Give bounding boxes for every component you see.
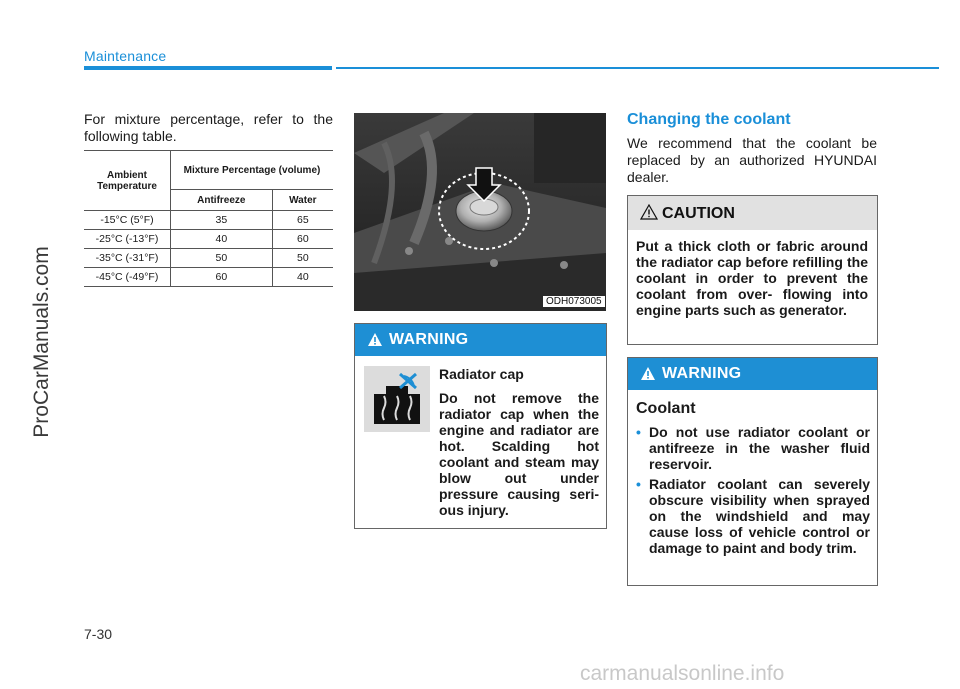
table-header-water: Water: [272, 190, 333, 211]
table-cell: 50: [171, 249, 273, 268]
table-row: [84, 249, 333, 268]
warning-triangle-icon: [367, 332, 383, 347]
table-cell: -35°C (-31°F): [84, 249, 171, 268]
table-row: [84, 230, 333, 249]
table-cell: -45°C (-49°F): [84, 268, 171, 287]
changing-coolant-text: We recommend that the coolant be replaced by an authorized HYUNDAI dealer.: [627, 135, 877, 185]
warning-body: Do not remove the radiator cap when the engine and radiator are hot. Scalding hot coolant and steam may blow out under pressure causing seri- ous injury.: [439, 390, 599, 518]
table-cell: 50: [272, 249, 333, 268]
radiator-cap-photo: [354, 113, 606, 311]
table-cell: 60: [272, 230, 333, 249]
warning-triangle-icon: [640, 366, 656, 381]
warning-heading: WARNING: [389, 331, 469, 348]
warning-heading: WARNING: [662, 365, 742, 382]
photo-caption: ODH073005: [543, 296, 605, 307]
engine-bay-illustration: [354, 113, 606, 311]
warning-title: Coolant: [636, 400, 696, 417]
list-item: [636, 476, 870, 556]
intro-text: For mixture percentage, refer to the following table.: [84, 111, 333, 144]
warning-radiator-cap-box: [354, 323, 607, 529]
section-title: Maintenance: [84, 48, 167, 64]
caution-box: [627, 195, 878, 345]
bullet-icon: •: [636, 424, 641, 440]
caution-header: [628, 196, 877, 230]
table-header-mixture: Mixture Percentage (volume): [171, 151, 334, 190]
table-cell: 65: [272, 211, 333, 230]
caution-body: Put a thick cloth or fabric around the radiator cap before refilling the coolant in order to prevent the coolant from over- flowing into engine parts such as generator.: [636, 238, 868, 318]
list-item: [636, 424, 870, 472]
table-cell: -25°C (-13°F): [84, 230, 171, 249]
table-cell: -15°C (5°F): [84, 211, 171, 230]
caution-triangle-icon: [640, 204, 658, 220]
table-cell: 60: [171, 268, 273, 287]
warning-header: [628, 358, 877, 390]
header-rule-accent: [84, 66, 332, 70]
changing-coolant-heading: Changing the coolant: [627, 111, 791, 128]
header-rule: [336, 67, 939, 69]
warning-title: Radiator cap: [439, 366, 524, 382]
bullet-icon: •: [636, 476, 641, 492]
table-cell: 40: [171, 230, 273, 249]
table-cell: 35: [171, 211, 273, 230]
caution-heading: CAUTION: [662, 205, 735, 222]
warning-list: [636, 424, 870, 560]
radiator-hot-icon: [364, 366, 430, 432]
side-watermark: ProCarManuals.com: [30, 246, 53, 438]
warning-header: [355, 324, 606, 356]
table-row: [84, 268, 333, 287]
mixture-table: [84, 150, 333, 287]
table-header-temperature: Ambient Temperature: [84, 151, 171, 211]
table-header-antifreeze: Antifreeze: [171, 190, 273, 211]
footer-watermark: carmanualsonline.info: [580, 662, 785, 685]
table-cell: 40: [272, 268, 333, 287]
table-row: [84, 211, 333, 230]
list-item-text: Radiator coolant can severely obscure visibility when sprayed on the windshield and may cause loss of vehicle control or damage to paint and body trim.: [649, 476, 870, 556]
warning-coolant-box: [627, 357, 878, 586]
list-item-text: Do not use radiator coolant or antifreeze in the washer fluid reservoir.: [649, 424, 870, 472]
page-number: 7-30: [84, 626, 113, 642]
